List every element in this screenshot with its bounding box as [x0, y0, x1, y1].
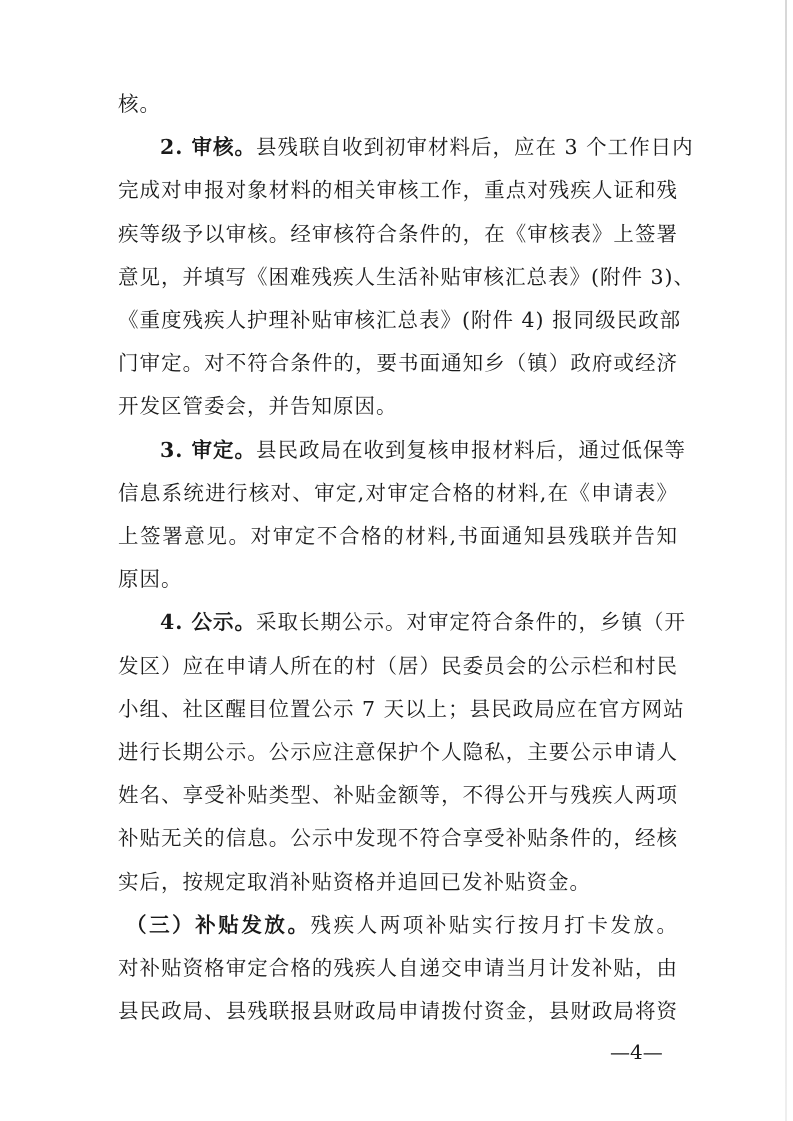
section-heading: 2. 审核。	[160, 135, 257, 160]
text-line: 开发区管委会，并告知原因。	[118, 394, 398, 419]
text-line: 门审定。对不符合条件的，要书面通知乡（镇）政府或经济	[118, 351, 678, 376]
text-line: 2. 审核。县残联自收到初审材料后，应在 3 个工作日内	[160, 135, 694, 160]
text-line: 发区）应在申请人所在的村（居）民委员会的公示栏和村民	[118, 653, 678, 678]
scan-edge	[785, 0, 787, 1121]
text-line: 原因。	[118, 567, 183, 592]
text-line: 对补贴资格审定合格的残疾人自递交申请当月计发补贴，由	[118, 956, 678, 980]
text-line: 完成对申报对象材料的相关审核工作，重点对残疾人证和残	[118, 178, 678, 203]
text-line: 4. 公示。采取长期公示。对审定符合条件的，乡镇（开	[160, 610, 687, 635]
section-heading: 3. 审定。	[160, 437, 257, 462]
text-line: 核。	[118, 92, 161, 116]
text-line: 疾等级予以审核。经审核符合条件的，在《审核表》上签署	[118, 221, 678, 246]
text-line: 《重度残疾人护理补贴审核汇总表》(附件 4) 报同级民政部	[118, 308, 682, 332]
text-line: 意见，并填写《困难残疾人生活补贴审核汇总表》(附件 3)、	[118, 264, 696, 289]
text-line: 小组、社区醒目位置公示 7 天以上；县民政局应在官方网站	[118, 696, 685, 721]
text-line: 县民政局、县残联报县财政局申请拨付资金，县财政局将资	[118, 999, 678, 1024]
page-number: —4—	[610, 1040, 663, 1064]
text-line: （三）补贴发放。残疾人两项补贴实行按月打卡发放。	[126, 912, 679, 937]
section-heading: （三）补贴发放。	[126, 912, 311, 937]
text-line: 姓名、享受补贴类型、补贴金额等，不得公开与残疾人两项	[118, 783, 678, 808]
section-heading: 4. 公示。	[160, 610, 257, 635]
text-line: 实后，按规定取消补贴资格并追回已发补贴资金。	[118, 869, 591, 894]
text-line: 信息系统进行核对、审定,对审定合格的材料,在《申请表》	[118, 480, 678, 505]
text-line: 补贴无关的信息。公示中发现不符合享受补贴条件的，经核	[118, 826, 678, 851]
text-line: 3. 审定。县民政局在收到复核申报材料后，通过低保等	[160, 437, 687, 462]
text-line: 进行长期公示。公示应注意保护个人隐私，主要公示申请人	[118, 740, 678, 764]
text-line: 上签署意见。对审定不合格的材料,书面通知县残联并告知	[118, 524, 678, 548]
